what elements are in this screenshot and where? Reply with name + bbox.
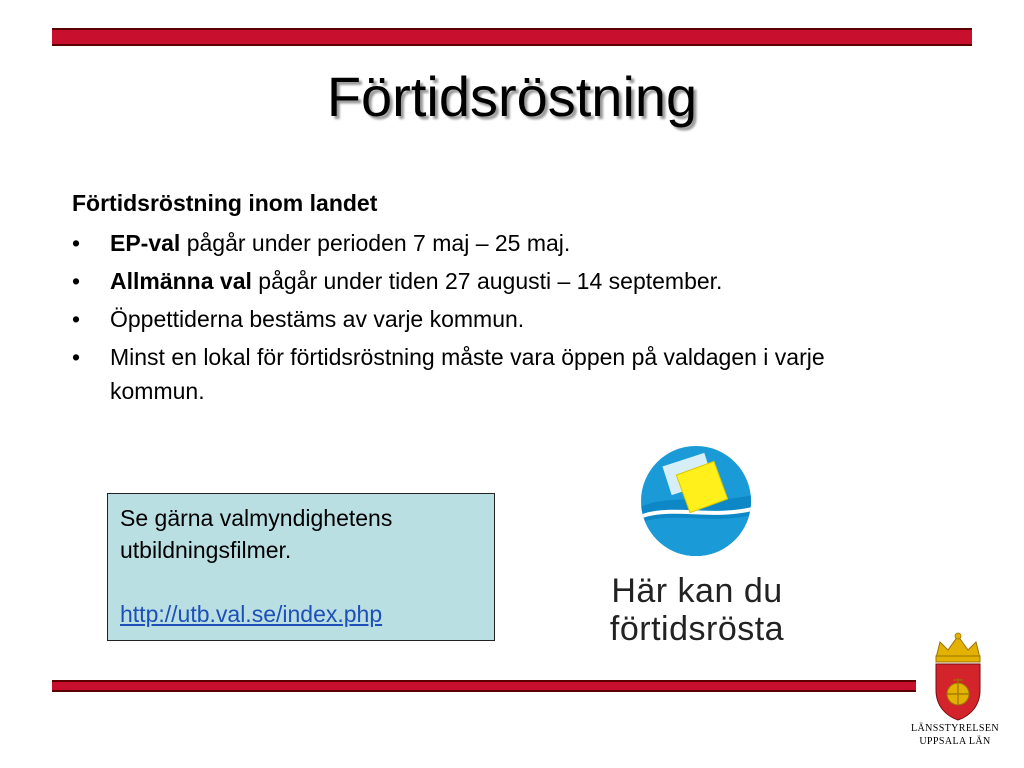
list-item	[72, 340, 832, 408]
bullet-list	[72, 226, 832, 408]
bullet-text: Öppettiderna bestäms av varje kommun.	[110, 306, 525, 332]
section-heading: Förtidsröstning inom landet	[72, 190, 378, 216]
bullet-marker: •	[72, 230, 81, 256]
crest-caption-line1: LÄNSSTYRELSEN	[911, 723, 999, 734]
bullet-text: Minst en lokal för förtidsröstning måste vara öppen på valdagen i varje kommun.	[110, 344, 825, 404]
list-item	[72, 226, 832, 260]
info-box	[107, 493, 495, 641]
bullet-marker: •	[72, 344, 81, 370]
slide-content	[72, 186, 832, 412]
bullet-text: pågår under perioden 7 maj – 25 maj.	[180, 230, 571, 256]
valmyndigheten-link[interactable]: http://utb.val.se/index.php	[120, 601, 383, 627]
logo-caption	[572, 572, 822, 648]
logo-caption-line2: förtidsrösta	[609, 610, 785, 648]
bullet-marker: •	[72, 268, 81, 294]
ballot-envelope-icon	[640, 445, 752, 557]
logo-caption-line1: Här kan du	[611, 572, 783, 610]
bottom-divider-bar	[52, 680, 916, 692]
slide-title: Förtidsröstning	[326, 65, 698, 128]
bullet-bold-label: EP-val	[110, 230, 181, 256]
info-box-text: Se gärna valmyndighetens utbildningsfilmer.	[120, 505, 393, 563]
top-divider-bar	[52, 28, 972, 46]
list-item	[72, 302, 832, 336]
list-item	[72, 264, 832, 298]
crest-caption	[900, 722, 1010, 748]
bullet-marker: •	[72, 306, 81, 332]
bullet-bold-label: Allmänna val	[110, 268, 252, 294]
crest-caption-line2: UPPSALA LÄN	[919, 736, 991, 747]
coat-of-arms-icon	[928, 632, 988, 722]
bullet-text: pågår under tiden 27 augusti – 14 september.	[251, 268, 723, 294]
